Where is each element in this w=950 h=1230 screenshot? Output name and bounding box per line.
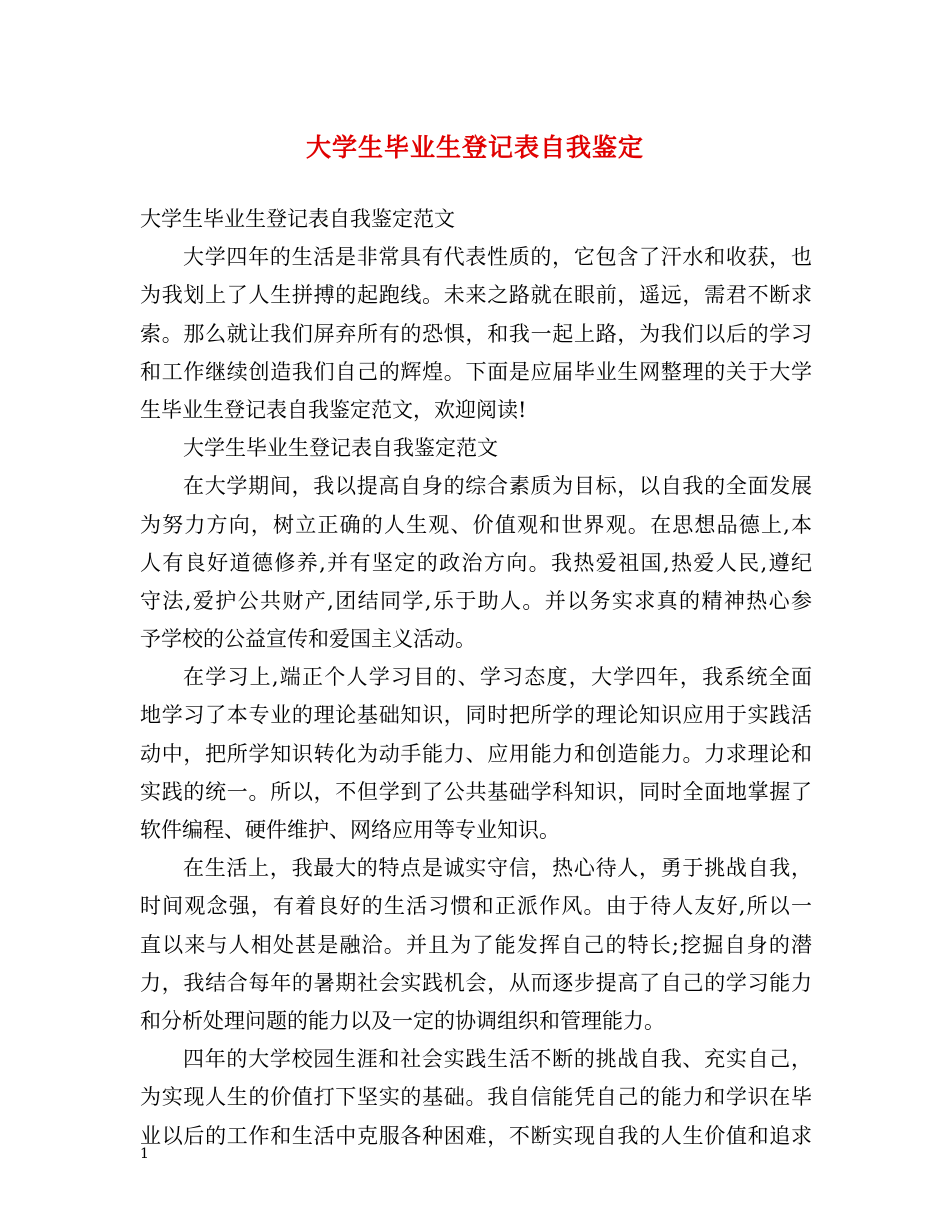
paragraph-line: 实践的统一。所以，不但学到了公共基础学科知识，同时全面地掌握了 bbox=[140, 779, 812, 804]
page-number: 1 bbox=[140, 1146, 149, 1162]
paragraph-line: 大学四年的生活是非常具有代表性质的，它包含了汗水和收获，也 bbox=[183, 245, 812, 270]
paragraph-line: 为实现人生的价值打下坚实的基础。我自信能凭自己的能力和学识在毕 bbox=[140, 1085, 812, 1110]
paragraph-line: 动中，把所学知识转化为动手能力、应用能力和创造能力。力求理论和 bbox=[140, 741, 812, 766]
paragraph-line: 生毕业生登记表自我鉴定范文，欢迎阅读! bbox=[140, 397, 527, 422]
paragraph-line: 为我划上了人生拼搏的起跑线。未来之路就在眼前，遥远，需君不断求 bbox=[140, 283, 812, 308]
paragraph-line: 索。那么就让我们屏弃所有的恐惧，和我一起上路，为我们以后的学习 bbox=[140, 321, 812, 346]
paragraph-line: 时间观念强，有着良好的生活习惯和正派作风。由于待人友好,所以一 bbox=[140, 894, 812, 919]
paragraph-line: 软件编程、硬件维护、网络应用等专业知识。 bbox=[140, 818, 560, 842]
paragraph-line: 业以后的工作和生活中克服各种困难，不断实现自我的人生价值和追求 bbox=[140, 1123, 812, 1148]
subtitle-line: 大学生毕业生登记表自我鉴定范文 bbox=[140, 207, 455, 231]
paragraph-line: 在大学期间，我以提高自身的综合素质为目标，以自我的全面发展 bbox=[183, 474, 812, 499]
paragraph-line: 和分析处理问题的能力以及一定的协调组织和管理能力。 bbox=[140, 1008, 665, 1033]
paragraph-line: 予学校的公益宣传和爱国主义活动。 bbox=[140, 627, 476, 652]
document-title: 大学生毕业生登记表自我鉴定 bbox=[305, 133, 644, 162]
paragraph-line: 守法,爱护公共财产,团结同学,乐于助人。并以务实求真的精神热心参 bbox=[140, 588, 812, 613]
paragraph-line: 在生活上，我最大的特点是诚实守信，热心待人，勇于挑战自我， bbox=[183, 856, 812, 881]
paragraph-line: 和工作继续创造我们自己的辉煌。下面是应届毕业生网整理的关于大学 bbox=[140, 359, 812, 384]
paragraph-line: 人有良好道德修养,并有坚定的政治方向。我热爱祖国,热爱人民,遵纪 bbox=[140, 550, 812, 575]
paragraph-line: 为努力方向，树立正确的人生观、价值观和世界观。在思想品德上,本 bbox=[140, 512, 812, 537]
section-heading-line: 大学生毕业生登记表自我鉴定范文 bbox=[183, 436, 498, 461]
paragraph-line: 力，我结合每年的暑期社会实践机会，从而逐步提高了自己的学习能力 bbox=[140, 970, 812, 995]
paragraph-line: 在学习上,端正个人学习目的、学习态度，大学四年，我系统全面 bbox=[183, 665, 812, 690]
paragraph-line: 四年的大学校园生涯和社会实践生活不断的挑战自我、充实自己， bbox=[183, 1047, 812, 1072]
document-body bbox=[140, 200, 812, 1155]
paragraph-line: 地学习了本专业的理论基础知识，同时把所学的理论知识应用于实践活 bbox=[140, 703, 812, 728]
paragraph-line: 直以来与人相处甚是融洽。并且为了能发挥自己的特长;挖掘自身的潜 bbox=[140, 932, 812, 957]
